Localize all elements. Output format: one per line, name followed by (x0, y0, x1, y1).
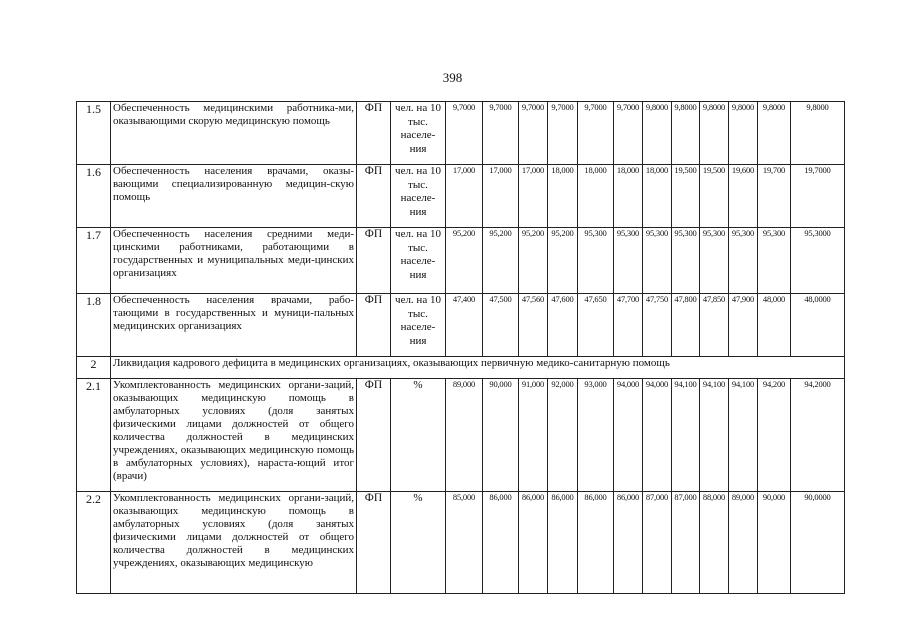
section-number: 2 (77, 357, 111, 379)
value-cell: 94,000 (643, 379, 672, 492)
row-number: 2.2 (77, 492, 111, 594)
section-row (77, 357, 845, 379)
value-cell: 95,300 (614, 228, 643, 294)
value-cell: 95,300 (672, 228, 700, 294)
section-title: Ликвидация кадрового дефицита в медицинских организациях, оказывающих первичную медико-санитарную помощь (111, 357, 845, 379)
value-cell: 18,000 (578, 165, 614, 228)
value-cell: 47,400 (446, 294, 483, 357)
value-cell: 87,000 (672, 492, 700, 594)
value-cell: 9,7000 (614, 102, 643, 165)
unit-of-measure: % (391, 379, 446, 492)
value-cell: 92,000 (548, 379, 578, 492)
value-cell: 86,000 (519, 492, 548, 594)
value-cell: 9,8000 (672, 102, 700, 165)
value-cell: 94,100 (700, 379, 729, 492)
value-cell: 9,7000 (446, 102, 483, 165)
source-code: ФП (357, 102, 391, 165)
value-cell: 94,000 (614, 379, 643, 492)
indicators-table (76, 101, 845, 594)
value-cell: 48,0000 (791, 294, 845, 357)
value-cell: 9,7000 (483, 102, 519, 165)
value-cell: 9,8000 (700, 102, 729, 165)
value-cell: 85,000 (446, 492, 483, 594)
value-cell: 9,7000 (519, 102, 548, 165)
value-cell: 18,000 (614, 165, 643, 228)
table-row (77, 379, 845, 492)
table-row (77, 492, 845, 594)
value-cell: 94,100 (729, 379, 758, 492)
value-cell: 90,000 (758, 492, 791, 594)
value-cell: 47,700 (614, 294, 643, 357)
unit-of-measure: % (391, 492, 446, 594)
value-cell: 94,2000 (791, 379, 845, 492)
table-row (77, 165, 845, 228)
row-number: 1.8 (77, 294, 111, 357)
value-cell: 86,000 (614, 492, 643, 594)
value-cell: 86,000 (483, 492, 519, 594)
value-cell: 94,100 (672, 379, 700, 492)
value-cell: 19,7000 (791, 165, 845, 228)
value-cell: 95,200 (519, 228, 548, 294)
unit-of-measure: чел. на 10 тыс. населе-ния (391, 228, 446, 294)
value-cell: 88,000 (700, 492, 729, 594)
table-row (77, 228, 845, 294)
indicator-name: Обеспеченность населения средними меди-цинскими работниками, работающими в государственных и муниципальных меди-цинских организациях (111, 228, 357, 294)
table-row (77, 294, 845, 357)
value-cell: 95,300 (578, 228, 614, 294)
value-cell: 95,300 (700, 228, 729, 294)
source-code: ФП (357, 228, 391, 294)
unit-of-measure: чел. на 10 тыс. населе-ния (391, 165, 446, 228)
indicator-name: Обеспеченность медицинскими работника-ми, оказывающими скорую медицинскую помощь (111, 102, 357, 165)
source-code: ФП (357, 379, 391, 492)
value-cell: 47,560 (519, 294, 548, 357)
value-cell: 9,8000 (758, 102, 791, 165)
row-number: 1.5 (77, 102, 111, 165)
unit-of-measure: чел. на 10 тыс. населе-ния (391, 102, 446, 165)
value-cell: 47,850 (700, 294, 729, 357)
value-cell: 9,7000 (578, 102, 614, 165)
row-number: 1.7 (77, 228, 111, 294)
value-cell: 95,200 (446, 228, 483, 294)
value-cell: 95,300 (643, 228, 672, 294)
value-cell: 18,000 (643, 165, 672, 228)
value-cell: 95,200 (548, 228, 578, 294)
value-cell: 19,600 (729, 165, 758, 228)
value-cell: 19,500 (700, 165, 729, 228)
value-cell: 47,900 (729, 294, 758, 357)
value-cell: 95,200 (483, 228, 519, 294)
value-cell: 17,000 (483, 165, 519, 228)
value-cell: 90,000 (483, 379, 519, 492)
indicator-name: Укомплектованность медицинских органи-заций, оказывающих медицинскую помощь в амбулаторных условиях (доля занятых физическими лицами должностей от общего количества должностей в медицинских учреждениях, оказывающих медицинскую помощь в амбулаторных условиях), нараста-ющий итог (врачи) (111, 379, 357, 492)
indicator-name: Обеспеченность населения врачами, рабо-тающими в государственных и муници-пальных медицинских организациях (111, 294, 357, 357)
value-cell: 89,000 (729, 492, 758, 594)
value-cell: 47,600 (548, 294, 578, 357)
value-cell: 9,8000 (729, 102, 758, 165)
value-cell: 17,000 (446, 165, 483, 228)
value-cell: 95,300 (729, 228, 758, 294)
table-row (77, 102, 845, 165)
source-code: ФП (357, 294, 391, 357)
value-cell: 94,200 (758, 379, 791, 492)
value-cell: 87,000 (643, 492, 672, 594)
value-cell: 48,000 (758, 294, 791, 357)
value-cell: 9,7000 (548, 102, 578, 165)
value-cell: 93,000 (578, 379, 614, 492)
row-number: 1.6 (77, 165, 111, 228)
value-cell: 19,500 (672, 165, 700, 228)
source-code: ФП (357, 165, 391, 228)
indicator-name: Укомплектованность медицинских органи-заций, оказывающих медицинскую помощь в амбулаторных условиях (доля занятых физическими лицами должностей от общего количества должностей в медицинских учреждениях, оказывающих медицинскую (111, 492, 357, 594)
value-cell: 47,750 (643, 294, 672, 357)
value-cell: 90,0000 (791, 492, 845, 594)
value-cell: 86,000 (548, 492, 578, 594)
indicator-name: Обеспеченность населения врачами, оказы-вающими специализированную медицин-скую помощь (111, 165, 357, 228)
value-cell: 47,500 (483, 294, 519, 357)
value-cell: 47,800 (672, 294, 700, 357)
page-number: 398 (442, 70, 463, 85)
value-cell: 86,000 (578, 492, 614, 594)
value-cell: 89,000 (446, 379, 483, 492)
row-number: 2.1 (77, 379, 111, 492)
value-cell: 18,000 (548, 165, 578, 228)
value-cell: 95,3000 (791, 228, 845, 294)
unit-of-measure: чел. на 10 тыс. населе-ния (391, 294, 446, 357)
value-cell: 91,000 (519, 379, 548, 492)
value-cell: 95,300 (758, 228, 791, 294)
value-cell: 19,700 (758, 165, 791, 228)
value-cell: 47,650 (578, 294, 614, 357)
value-cell: 9,8000 (791, 102, 845, 165)
value-cell: 17,000 (519, 165, 548, 228)
value-cell: 9,8000 (643, 102, 672, 165)
source-code: ФП (357, 492, 391, 594)
